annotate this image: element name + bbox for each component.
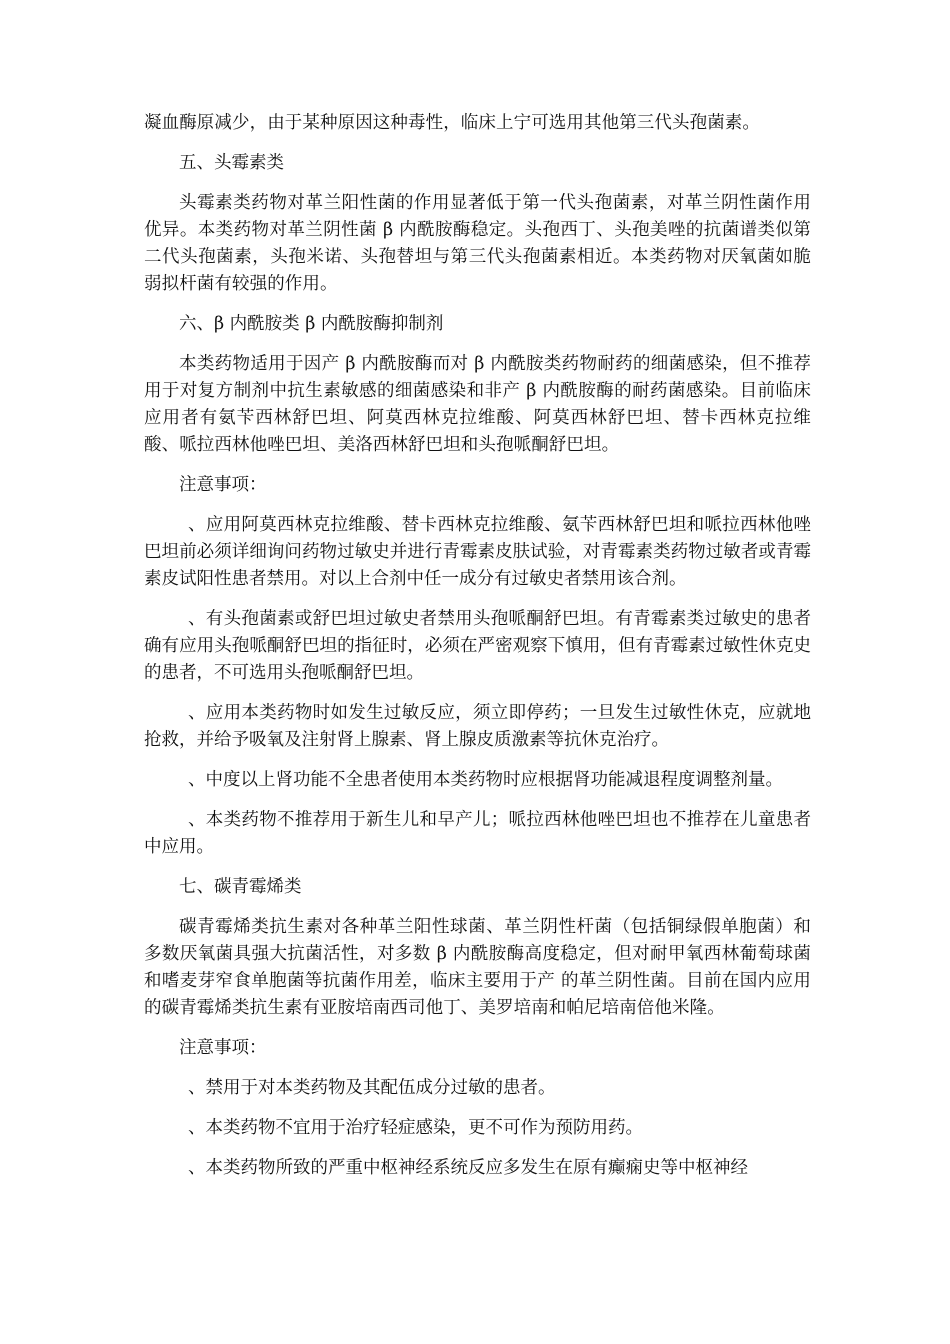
note-item: 、有头孢菌素或舒巴坦过敏史者禁用头孢哌酮舒巴坦。有青霉素类过敏史的患者确有应用头孢哌酮舒巴坦的指征时，必须在严密观察下慎用，但有青霉素过敏性休克史的患者，不可选用头孢哌酮舒巴坦。 (144, 609, 811, 683)
paragraph-beta-lactamase-inhibitors: 本类药物适用于因产 β 内酰胺酶而对 β 内酰胺类药物耐药的细菌感染，但不推荐用于对复方制剂中抗生素敏感的细菌感染和非产 β 内酰胺酶的耐药菌感染。目前临床应用者有氨苄西林舒巴坦、阿莫西林克拉维酸、阿莫西林舒巴坦、替卡西林克拉维酸、哌拉西林他唑巴坦、美洛西林舒巴坦和头孢哌酮舒巴坦。 (144, 354, 811, 455)
notes-heading: 注意事项： (179, 1038, 267, 1058)
document-body (144, 110, 811, 1195)
note-item: 、中度以上肾功能不全患者使用本类药物时应根据肾功能减退程度调整剂量。 (188, 770, 783, 790)
note-item: 、本类药物所致的严重中枢神经系统反应多发生在原有癫痫史等中枢神经 (188, 1158, 748, 1178)
note-item: 、本类药物不推荐用于新生儿和早产儿；哌拉西林他唑巴坦也不推荐在儿童患者中应用。 (144, 810, 811, 857)
section-heading-carbapenems: 七、碳青霉烯类 (179, 877, 302, 897)
notes-heading: 注意事项： (179, 475, 267, 495)
paragraph-continuation: 凝血酶原减少，由于某种原因这种毒性，临床上宁可选用其他第三代头孢菌素。 (144, 113, 760, 133)
note-item: 、应用阿莫西林克拉维酸、替卡西林克拉维酸、氨苄西林舒巴坦和哌拉西林他唑巴坦前必须详细询问药物过敏史并进行青霉素皮肤试验，对青霉素类药物过敏者或青霉素皮试阳性患者禁用。对以上合剂中任一成分有过敏史者禁用该合剂。 (144, 515, 811, 589)
note-item: 、禁用于对本类药物及其配伍成分过敏的患者。 (188, 1078, 556, 1098)
section-heading-beta-lactamase-inhibitors: 六、β 内酰胺类 β 内酰胺酶抑制剂 (179, 314, 444, 334)
note-item: 、本类药物不宜用于治疗轻症感染，更不可作为预防用药。 (188, 1118, 643, 1138)
section-heading-cephamycins: 五、头霉素类 (179, 153, 284, 173)
paragraph-carbapenems: 碳青霉烯类抗生素对各种革兰阳性球菌、革兰阴性杆菌（包括铜绿假单胞菌）和多数厌氧菌具强大抗菌活性，对多数 β 内酰胺酶高度稳定，但对耐甲氧西林葡萄球菌和嗜麦芽窄食单胞菌等抗菌作用差，临床主要用于产 的革兰阴性菌。目前在国内应用的碳青霉烯类抗生素有亚胺培南西司他丁、美罗培南和帕尼培南倍他米隆。 (144, 917, 811, 1018)
note-item: 、应用本类药物时如发生过敏反应，须立即停药；一旦发生过敏性休克，应就地抢救，并给予吸氧及注射肾上腺素、肾上腺皮质激素等抗休克治疗。 (144, 703, 811, 750)
paragraph-cephamycins: 头霉素类药物对革兰阳性菌的作用显著低于第一代头孢菌素，对革兰阴性菌作用优异。本类药物对革兰阴性菌 β 内酰胺酶稳定。头孢西丁、头孢美唑的抗菌谱类似第二代头孢菌素，头孢米诺、头孢替坦与第三代头孢菌素相近。本类药物对厌氧菌如脆弱拟杆菌有较强的作用。 (144, 193, 811, 294)
